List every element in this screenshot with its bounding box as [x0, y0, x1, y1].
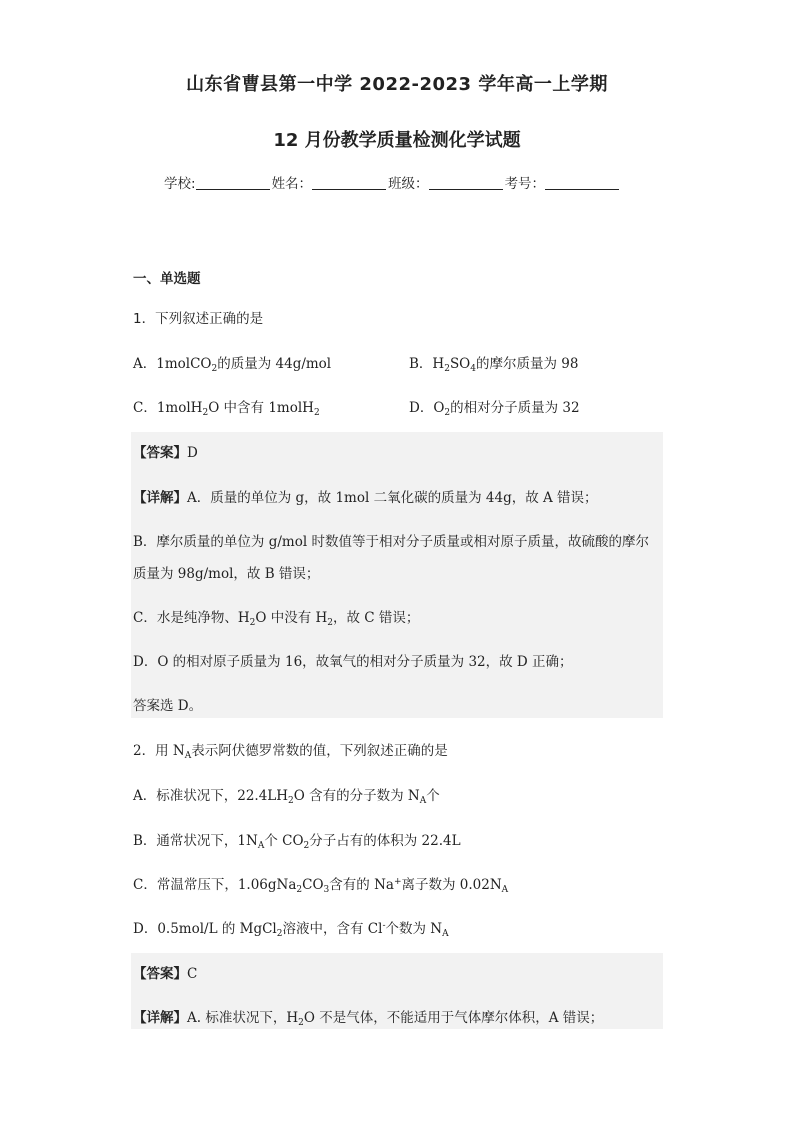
section-heading: 一、单选题	[133, 271, 201, 287]
q1-detail-b-line1: B．摩尔质量的单位为 g/mol 时数值等于相对分子质量或相对原子质量，故硫酸的摩尔	[133, 534, 649, 550]
school-label: 学校:	[164, 176, 196, 192]
q1-stem: 1．下列叙述正确的是	[133, 311, 264, 327]
name-blank	[312, 175, 386, 190]
q1-detail-b-line2: 质量为 98g/mol，故 B 错误；	[133, 566, 320, 582]
name-label: 姓名：	[271, 176, 313, 192]
class-label: 班级：	[388, 176, 429, 192]
student-info-row	[164, 172, 621, 192]
exam-number-label: 考号：	[504, 176, 546, 192]
q2-detail-a: 【详解】A. 标准状况下，$H_2O$ 不是气体，不能适用于气体摩尔体积，A 错误；	[133, 1010, 604, 1028]
class-blank	[429, 175, 503, 190]
q1-detail-d: D．O 的相对原子质量为 16，故氧气的相对分子质量为 32，故 D 正确；	[133, 654, 573, 670]
q1-option-c: C．1molH$_2$O 中含有 1molH$_2$	[133, 400, 320, 418]
q2-option-c: C．常温常压下，$1.06gNa_2CO_3$含有的 Na+离子数为 $0.02N_A$	[133, 877, 509, 895]
q1-option-b: B．$H_2SO_4$的摩尔质量为 98	[409, 356, 579, 374]
q1-option-a: A．1molCO$_2$的质量为 44g/mol	[133, 356, 332, 374]
q1-answer: 【答案】D	[133, 445, 198, 461]
q2-stem: 2．用 $N_A$表示阿伏德罗常数的值，下列叙述正确的是	[133, 743, 448, 761]
q2-answer: 【答案】C	[133, 966, 198, 982]
q1-detail-a: 【详解】A．质量的单位为 g，故 1mol 二氧化碳的质量为 44g，故 A 错误；	[133, 490, 598, 506]
exam-number-blank	[545, 175, 619, 190]
q2-option-b: B．通常状况下，$1N_A$个 $CO_2$分子占有的体积为 22.4L	[133, 833, 461, 851]
exam-title-line1: 山东省曹县第一中学 2022-2023 学年高一上学期	[186, 74, 608, 95]
q1-conclusion: 答案选 D。	[133, 698, 203, 714]
school-blank	[196, 175, 270, 190]
q1-option-d: D．$O_2$的相对分子质量为 32	[409, 400, 580, 418]
q1-detail-c: C．水是纯净物、$H_2O$ 中没有 $H_2$，故 C 错误；	[133, 610, 420, 628]
exam-title-line2: 12 月份教学质量检测化学试题	[273, 130, 521, 151]
q2-option-d: D．0.5mol/L 的 MgCl$_2$溶液中，含有 Cl-个数为 $N_A$	[133, 921, 449, 939]
q2-option-a: A．标准状况下，$22.4LH_2O$ 含有的分子数为 $N_A$个	[133, 788, 440, 806]
